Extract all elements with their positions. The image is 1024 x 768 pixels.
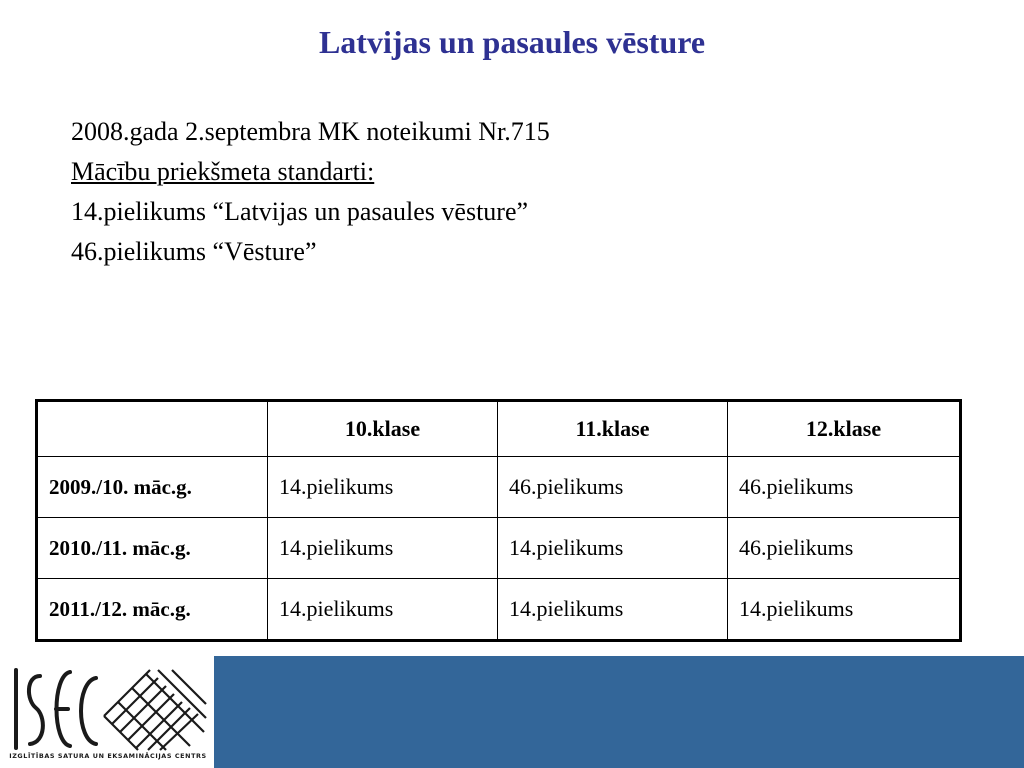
table-row [37, 579, 961, 641]
curriculum-table [35, 399, 962, 642]
header-cell-empty [37, 401, 268, 457]
table-cell: 14.pielikums [498, 518, 728, 579]
header-cell-grade10: 10.klase [268, 401, 498, 457]
header-cell-grade12: 12.klase [728, 401, 961, 457]
table-cell: 14.pielikums [268, 457, 498, 518]
intro-text [71, 112, 550, 272]
header-cell-grade11: 11.klase [498, 401, 728, 457]
row-label: 2011./12. māc.g. [37, 579, 268, 641]
regulation-line: 2008.gada 2.septembra MK noteikumi Nr.715 [71, 117, 550, 146]
logo-caption: IZGLĪTĪBAS SATURA UN EKSAMINĀCIJAS CENTRS [9, 752, 207, 760]
standards-heading: Mācību priekšmeta standarti: [71, 157, 375, 186]
table-cell: 46.pielikums [728, 457, 961, 518]
table-cell: 14.pielikums [268, 518, 498, 579]
appendix-14-line: 14.pielikums “Latvijas un pasaules vēsture” [71, 197, 529, 226]
isec-logo-icon [0, 656, 214, 756]
isec-logo [0, 656, 214, 768]
table-cell: 14.pielikums [268, 579, 498, 641]
table-cell: 46.pielikums [728, 518, 961, 579]
table-header-row [37, 401, 961, 457]
appendix-46-line: 46.pielikums “Vēsture” [71, 237, 317, 266]
row-label: 2010./11. māc.g. [37, 518, 268, 579]
row-label: 2009./10. māc.g. [37, 457, 268, 518]
slide-title: Latvijas un pasaules vēsture [318, 24, 706, 60]
table-cell: 14.pielikums [498, 579, 728, 641]
table-row [37, 457, 961, 518]
table-cell: 14.pielikums [728, 579, 961, 641]
table-cell: 46.pielikums [498, 457, 728, 518]
table-row [37, 518, 961, 579]
